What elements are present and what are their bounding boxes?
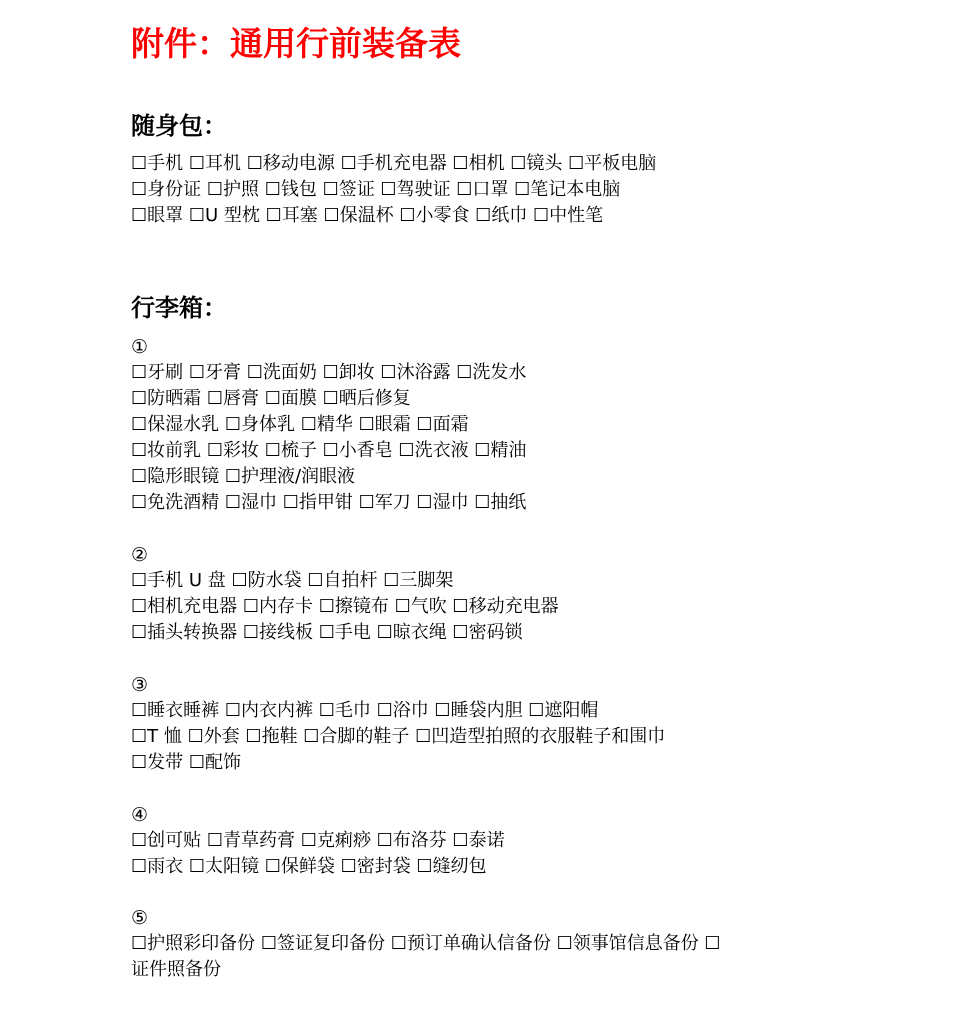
luggage-line: 证件照备份 (131, 959, 221, 980)
document-title: 附件：通用行前装备表 (131, 24, 461, 63)
carry-bag-line: ☐眼罩 ☐U 型枕 ☐耳塞 ☐保温杯 ☐小零食 ☐纸巾 ☐中性笔 (131, 205, 604, 226)
carry-bag-heading: 随身包： (131, 112, 227, 140)
luggage-line: ☐插头转换器 ☐接线板 ☐手电 ☐晾衣绳 ☐密码锁 (131, 622, 523, 643)
group-number: ④ (131, 804, 149, 826)
luggage-line: ☐雨衣 ☐太阳镜 ☐保鲜袋 ☐密封袋 ☐缝纫包 (131, 856, 487, 877)
luggage-line: ☐妆前乳 ☐彩妆 ☐梳子 ☐小香皂 ☐洗衣液 ☐精油 (131, 440, 527, 461)
luggage-line: ☐创可贴 ☐青草药膏 ☐克痢痧 ☐布洛芬 ☐泰诺 (131, 830, 505, 851)
group-number: ⑤ (131, 907, 149, 929)
luggage-heading: 行李箱： (131, 294, 227, 322)
luggage-line: ☐睡衣睡裤 ☐内衣内裤 ☐毛巾 ☐浴巾 ☐睡袋内胆 ☐遮阳帽 (131, 700, 599, 721)
group-number: ② (131, 544, 149, 566)
luggage-line: ☐护照彩印备份 ☐签证复印备份 ☐预订单确认信备份 ☐领事馆信息备份 ☐ (131, 933, 721, 954)
luggage-line: ☐手机 U 盘 ☐防水袋 ☐自拍杆 ☐三脚架 (131, 570, 454, 591)
group-number: ① (131, 336, 149, 358)
carry-bag-line: ☐手机 ☐耳机 ☐移动电源 ☐手机充电器 ☐相机 ☐镜头 ☐平板电脑 (131, 153, 657, 174)
luggage-line: ☐相机充电器 ☐内存卡 ☐擦镜布 ☐气吹 ☐移动充电器 (131, 596, 559, 617)
group-number: ③ (131, 674, 149, 696)
luggage-line: ☐隐形眼镜 ☐护理液/润眼液 (131, 466, 356, 487)
luggage-line: ☐防晒霜 ☐唇膏 ☐面膜 ☐晒后修复 (131, 388, 411, 409)
luggage-line: ☐T 恤 ☐外套 ☐拖鞋 ☐合脚的鞋子 ☐凹造型拍照的衣服鞋子和围巾 (131, 726, 666, 747)
carry-bag-line: ☐身份证 ☐护照 ☐钱包 ☐签证 ☐驾驶证 ☐口罩 ☐笔记本电脑 (131, 179, 621, 200)
luggage-line: ☐发带 ☐配饰 (131, 752, 241, 773)
luggage-line: ☐保湿水乳 ☐身体乳 ☐精华 ☐眼霜 ☐面霜 (131, 414, 469, 435)
luggage-line: ☐免洗酒精 ☐湿巾 ☐指甲钳 ☐军刀 ☐湿巾 ☐抽纸 (131, 492, 527, 513)
luggage-line: ☐牙刷 ☐牙膏 ☐洗面奶 ☐卸妆 ☐沐浴露 ☐洗发水 (131, 362, 527, 383)
